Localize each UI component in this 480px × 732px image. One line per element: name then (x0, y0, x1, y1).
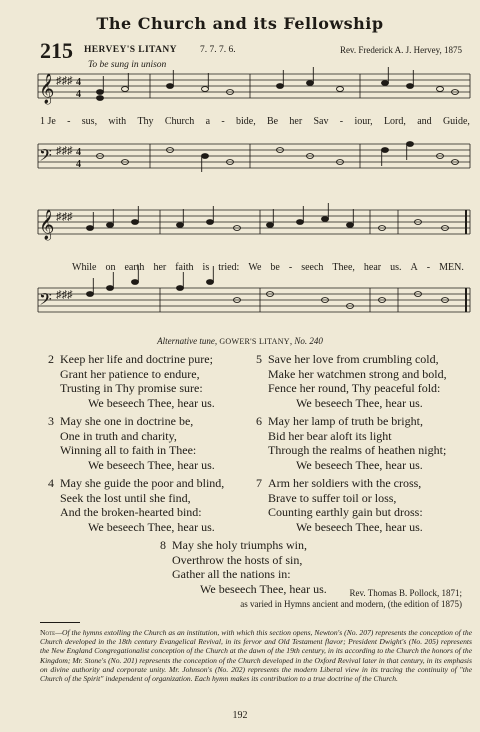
stanza-8: 8 May she holy triumphs win, Overthrow the hosts of sin, Gather all the nations in: We beseech Thee, hear us. (160, 538, 327, 596)
treble-notes-1 (97, 67, 459, 100)
treble-staff-1 (38, 74, 470, 98)
bass-notes-1 (97, 142, 459, 172)
stanza-4: 4 May she guide the poor and blind, Seek the lost until she find, And the broken-hearted bind: We beseech Thee, hear us. (48, 476, 225, 534)
svg-text:𝄢: 𝄢 (39, 291, 52, 313)
tune-name: HERVEY'S LITANY (84, 45, 177, 55)
stanza-3: 3 May she one in doctrine be, One in truth and charity, Winning all to faith in Thee: We beseech Thee, hear us. (48, 414, 215, 472)
performance-direction: To be sung in unison (88, 60, 167, 70)
lyric-line-1: 1 Je - sus, with Thy Church a - bide, Be her Sav - iour, Lord, and Guide, (40, 116, 470, 127)
svg-text:𝄞: 𝄞 (39, 210, 55, 240)
stanza-6: 6 May her lamp of truth be bright, Bid her bear aloft its light Through the realms of heathen night; We beseech Thee, hear us. (256, 414, 447, 472)
svg-text:♯♯♯: ♯♯♯ (56, 145, 73, 157)
svg-text:4: 4 (76, 89, 81, 100)
text-attribution: Rev. Thomas B. Pollock, 1871; as varied in Hymns ancient and modern, (the edition of 1875) (240, 588, 462, 609)
bass-staff-2 (38, 288, 470, 312)
time-signature-icon: 4 (76, 77, 81, 88)
footnote-rule (40, 622, 80, 623)
stanza-7: 7 Arm her soldiers with the cross, Brave to suffer toil or loss, Counting earthly gain but dross: We beseech Thee, hear us. (256, 476, 423, 534)
bass-staff-1 (38, 144, 470, 168)
page-number: 192 (232, 710, 248, 721)
stanza-5: 5 Save her love from crumbling cold, Make her watchmen strong and bold, Fence her round, Thy peaceful fold: We beseech Thee, hear us. (256, 352, 447, 410)
treble-staff-2 (38, 210, 470, 234)
composer: Rev. Frederick A. J. Hervey, 1875 (339, 45, 462, 55)
editorial-note: Note—Of the hymns extolling the Church as an institution, with which this section opens, Newton's (No. 207) represents the conception of the Church developed in the 18th century Evangelical Revival, in its fervor and Old Testament flavor; President Dwight's (No. 205) represents the New England Congregationalist conception of the Church at the dawn of the 19th century, in its according to the Church the honors of the Kingdom; Mr. Stone's (No. 201) represents the conception of the Church developed in the Oxford Revival later in that century, in its emphasis on divine authority and corporate unity. Mr. Johnson's (No. 202) represents the modern Liberal view in its tracing the continuity of "the Church of the Spirit" independent of organization. Each hymn makes its contribution to a true doctrine of the Church. (40, 628, 472, 684)
svg-text:4: 4 (76, 147, 81, 158)
alternative-tune-note: Alternative tune, GOWER'S LITANY, No. 240 (157, 336, 323, 346)
key-signature-icon: ♯♯♯ (56, 75, 73, 87)
meter: 7. 7. 7. 6. (200, 45, 236, 55)
bass-clef-icon: 𝄢 (39, 147, 52, 169)
treble-clef-icon: 𝄞 (39, 74, 55, 104)
svg-text:♯♯♯: ♯♯♯ (56, 211, 73, 223)
lyric-line-2: While on earth her faith is tried: We be - seech Thee, hear us. A - MEN. (72, 262, 464, 273)
treble-notes-2 (87, 203, 449, 230)
stanza-2: 2 Keep her life and doctrine pure; Grant her patience to endure, Trusting in Thy promise sure: We beseech Thee, hear us. (48, 352, 215, 410)
running-head: The Church and its Fellowship (96, 14, 384, 33)
svg-text:♯♯♯: ♯♯♯ (56, 289, 73, 301)
hymn-number: 215 (40, 38, 73, 63)
svg-text:4: 4 (76, 159, 81, 170)
